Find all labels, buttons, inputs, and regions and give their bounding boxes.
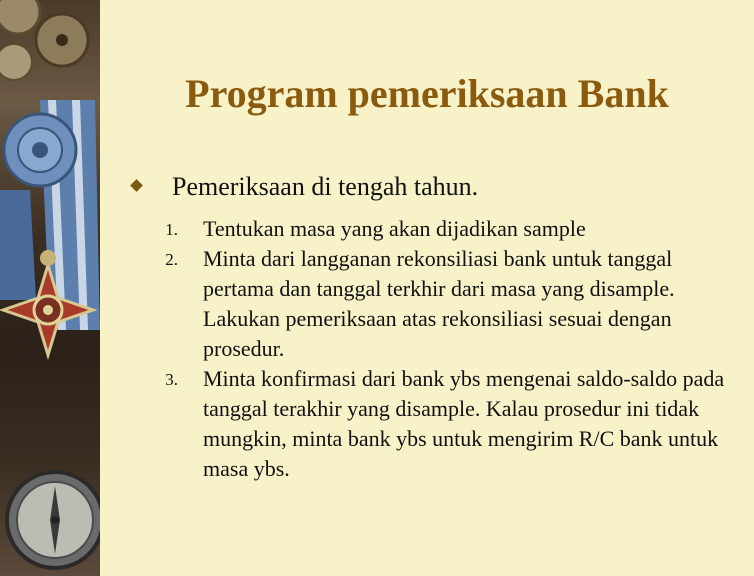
list-item-number: 3. (165, 370, 178, 389)
bullet-text: Pemeriksaan di tengah tahun. (172, 172, 479, 201)
numbered-list (150, 214, 740, 484)
list-item (150, 214, 740, 244)
medals-illustration (0, 0, 100, 576)
list-item-text: Tentukan masa yang akan dijadikan sample (203, 216, 586, 241)
list-item-number: 1. (165, 220, 178, 239)
list-item-text: Minta konfirmasi dari bank ybs mengenai saldo-saldo pada tanggal terakhir yang disample. Kalau prosedur ini tidak mungkin, minta bank ybs untuk mengirim R/C bank untuk masa ybs. (203, 366, 725, 481)
list-item (150, 244, 740, 364)
page-title: Program pemeriksaan Bank (185, 71, 669, 116)
list-item-number: 2. (165, 250, 178, 269)
list-item-text: Minta dari langganan rekonsiliasi bank untuk tanggal pertama dan tanggal terkhir dari masa yang disample. Lakukan pemeriksaan atas rekonsiliasi sesuai dengan prosedur. (203, 246, 675, 361)
diamond-bullet-icon (130, 179, 143, 192)
medals-decoration-image (0, 0, 100, 576)
list-item (150, 364, 740, 484)
